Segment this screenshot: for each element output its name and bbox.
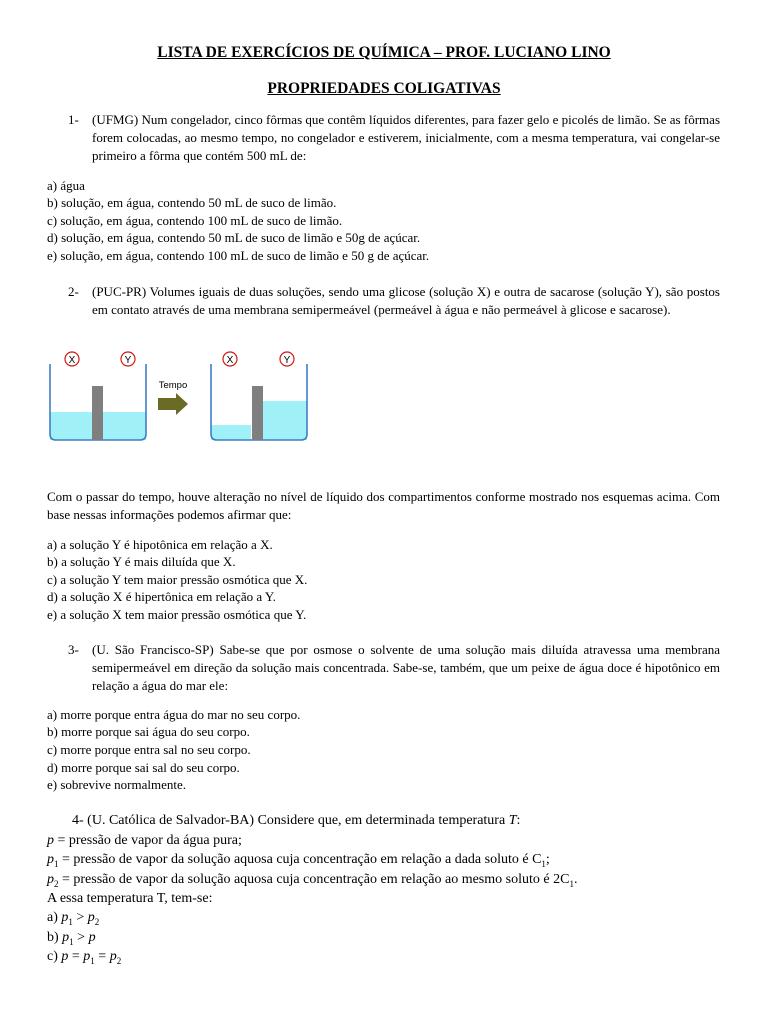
var-p: p — [47, 852, 54, 867]
var-p: p — [47, 833, 54, 848]
question-number: 4- — [72, 813, 84, 828]
question-3 — [68, 641, 720, 695]
definition-p — [47, 831, 242, 851]
question-number: 1- — [68, 112, 79, 127]
arrow-icon — [158, 393, 188, 415]
definition-text: = pressão de vapor da solução aquosa cuja concentração em relação ao mesmo soluto é 2C — [58, 872, 570, 887]
question-number: 2- — [68, 284, 79, 299]
operator: > — [73, 930, 89, 945]
label-x-after: X — [226, 355, 234, 366]
subscript: 2 — [94, 916, 100, 927]
question-text: (U. São Francisco-SP) Sabe-se que por osmose o solvente de uma solução mais diluída atravessa uma membrana semipermeável em direção da solução mais concentrada. Sabe-se, também, que um peixe de água doce é hipotônico em relação a água do mar ele: — [92, 642, 720, 693]
option-prefix: c) — [47, 949, 62, 964]
var-p: p — [47, 872, 54, 887]
subscript: 1 — [68, 916, 73, 927]
option-d: d) a solução X é hipertônica em relação a Y. — [47, 589, 276, 604]
var-p: p — [87, 910, 95, 925]
label-y-after: Y — [283, 355, 291, 366]
label-y-before: Y — [124, 355, 132, 366]
option-e: e) solução, em água, contendo 100 mL de suco de limão e 50 g de açúcar. — [47, 248, 430, 263]
option-d: d) solução, em água, contendo 50 mL de suco de limão e 50g de açúcar. — [47, 230, 421, 245]
operator: > — [72, 910, 88, 925]
option-c: c) a solução Y tem maior pressão osmótica que X. — [47, 572, 308, 587]
option-a: a) a solução Y é hipotônica em relação a X. — [47, 537, 273, 552]
liquid-after-left — [211, 425, 251, 440]
option-a: a) água — [47, 178, 85, 193]
subscript: 1 — [569, 878, 574, 889]
subscript: 1 — [90, 955, 95, 966]
beaker-after — [211, 352, 307, 440]
subscript: 2 — [116, 955, 122, 966]
operator: = — [94, 949, 110, 964]
punctuation: . — [573, 872, 578, 887]
option-prefix: b) — [47, 930, 63, 945]
question-4-intro — [72, 811, 520, 831]
option-a: a) morre porque entra água do mar no seu corpo. — [47, 707, 301, 722]
option-c: c) morre porque entra sal no seu corpo. — [47, 742, 251, 757]
var-p: p — [88, 930, 96, 945]
operator: = — [68, 949, 84, 964]
question-2 — [68, 283, 720, 319]
option-b: b) morre porque sai água do seu corpo. — [47, 724, 250, 739]
option-e: e) sobrevive normalmente. — [47, 777, 186, 792]
option-b: b) solução, em água, contendo 50 mL de suco de limão. — [47, 195, 337, 210]
page-subtitle: PROPRIEDADES COLIGATIVAS — [267, 80, 501, 97]
definition-text: = pressão de vapor da solução aquosa cuja concentração em relação a dada soluto é C — [58, 852, 542, 867]
punctuation: : — [516, 813, 521, 828]
question-4-prompt: A essa temperatura T, tem-se: — [47, 891, 213, 906]
beaker-before — [50, 352, 146, 440]
punctuation: ; — [545, 852, 550, 867]
time-arrow — [158, 380, 188, 415]
option-e: e) a solução X tem maior pressão osmótica que Y. — [47, 607, 307, 622]
subscript: 1 — [54, 858, 59, 869]
question-text: (U. Católica de Salvador-BA) Considere que, em determinada temperatura — [87, 813, 506, 828]
option-prefix: a) — [47, 910, 62, 925]
question-text: (UFMG) Num congelador, cinco fôrmas que contêm líquidos diferentes, para fazer gelo e picolés de limão. Se as fôrmas forem colocadas, ao mesmo tempo, no congelador e estiverem, inicialmente, com a mesma temperatura, vai congelar-se primeiro a fôrma que contém 500 mL de: — [92, 112, 720, 163]
var-p: p — [61, 910, 69, 925]
option-d: d) morre porque sai sal do seu corpo. — [47, 760, 240, 775]
membrane-after — [252, 386, 263, 440]
option-b: b) a solução Y é mais diluída que X. — [47, 554, 236, 569]
liquid-after-right — [263, 401, 307, 440]
var-p: p — [62, 930, 70, 945]
var-p: p — [61, 949, 69, 964]
var-p: p — [109, 949, 117, 964]
question-text: (PUC-PR) Volumes iguais de duas soluções, sendo uma glicose (solução X) e outra de sacarose (solução Y), são postos em contato através de uma membrana semipermeável (permeável à água e não permeável à glicose e sacarose). — [92, 284, 720, 317]
subscript: 1 — [69, 936, 74, 947]
arrow-label: Tempo — [158, 380, 188, 391]
subscript: 2 — [54, 878, 59, 889]
label-x-before: X — [68, 355, 76, 366]
temperature-symbol: T — [508, 813, 517, 828]
subscript: 1 — [541, 858, 546, 869]
question-number: 3- — [68, 642, 79, 657]
membrane-before — [92, 386, 103, 440]
option-c — [47, 947, 121, 971]
question-1 — [68, 111, 720, 165]
osmosis-diagram — [40, 340, 320, 455]
definition-text: = pressão de vapor da água pura; — [54, 833, 242, 848]
var-p: p — [83, 949, 91, 964]
question-2-followup: Com o passar do tempo, houve alteração no nível de líquido dos compartimentos conforme mostrado nos esquemas acima. Com base nessas informações podemos afirmar que: — [47, 489, 720, 522]
option-c: c) solução, em água, contendo 100 mL de suco de limão. — [47, 213, 343, 228]
page-title: LISTA DE EXERCÍCIOS DE QUÍMICA – PROF. LUCIANO LINO — [157, 44, 611, 61]
